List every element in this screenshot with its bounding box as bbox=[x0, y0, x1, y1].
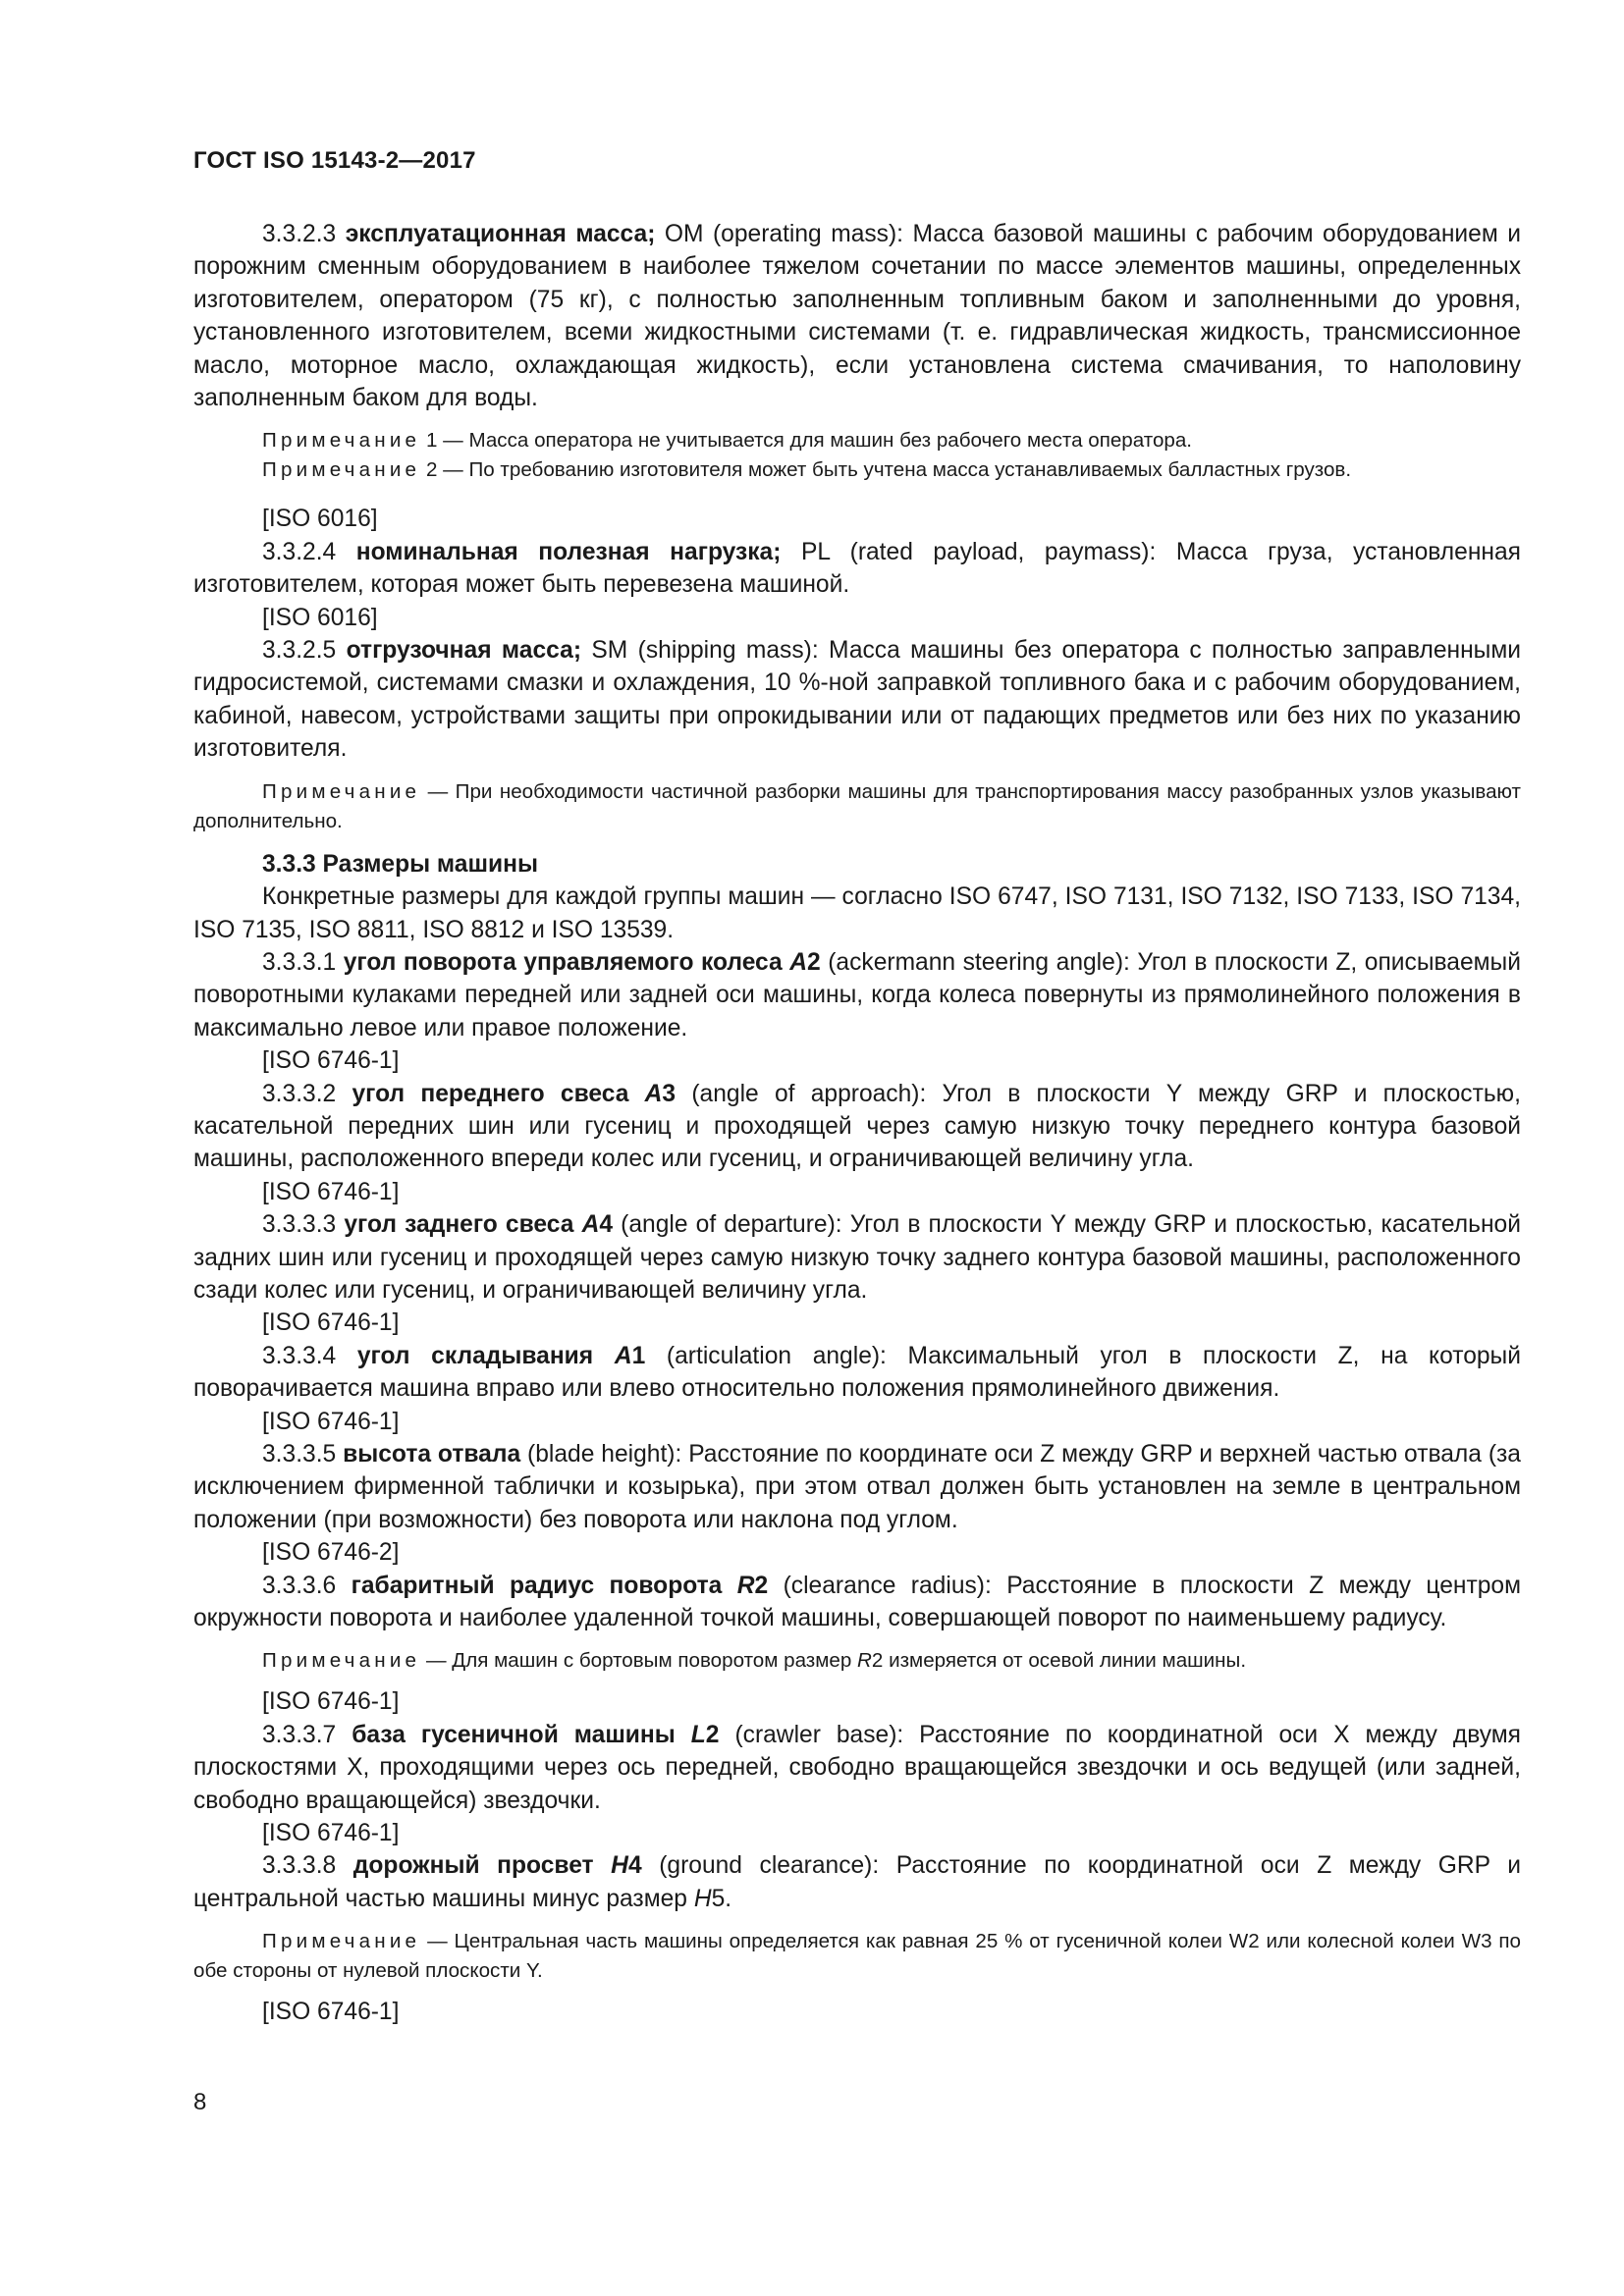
reference-iso-6746-1: [ISO 6746-1] bbox=[262, 1999, 400, 2026]
definition-text: (angle of approach): Угол в плоскости Y между GRP и плоскостью, касательной передних шин или гусениц и проходящей через самую низкую точку переднего контура базовой машины, расположенного впереди колес или гусениц, и ограничивающей величину угла. bbox=[193, 1080, 1521, 1173]
clause-number: 3.3.2.5 bbox=[262, 637, 337, 665]
definition-text: (clearance radius): Расстояние в плоскости Z между центром окружности поворота и наиболее удаленной точкой машины, совершающей поворот по наименьшему радиусу. bbox=[193, 1572, 1521, 1632]
note-1 bbox=[193, 426, 1521, 455]
note-text: — Центральная часть машины определяется как равная 25 % от гусеничной колеи W2 или колесной колеи W3 по обе стороны от нулевой плоскости Y. bbox=[193, 1930, 1521, 1983]
note-label: Примечание bbox=[262, 1649, 421, 1673]
term: дорожный просвет H4 bbox=[352, 1852, 642, 1880]
note-number: 1 bbox=[425, 429, 438, 453]
note-number: 2 bbox=[425, 458, 438, 482]
document-header: ГОСТ ISO 15143-2—2017 bbox=[193, 147, 476, 174]
definition-3-3-3-4 bbox=[193, 1340, 1521, 1406]
definition-text: SM (shipping mass): Масса машины без оператора с полностью заправленными гидросистемой, системами смазки и охлаждения, 10 %-ной заправкой топливного бака и с рабочим оборудованием, кабиной, навесом, устройствами защиты при опрокидывании или от падающих предметов или без них по указанию изготовителя. bbox=[193, 637, 1521, 763]
term: эксплуатационная масса; bbox=[345, 221, 656, 247]
definition-3-3-3-2 bbox=[193, 1078, 1521, 1176]
reference-iso-6016: [ISO 6016] bbox=[262, 604, 378, 631]
definition-3-3-3-1 bbox=[193, 946, 1521, 1044]
note-label: Примечание bbox=[262, 1930, 421, 1953]
term: габаритный радиус поворота R2 bbox=[351, 1572, 769, 1599]
clause-number: 3.3.2.4 bbox=[262, 538, 337, 565]
clause-number: 3.3.3.1 bbox=[262, 948, 337, 976]
term: отгрузочная масса; bbox=[346, 637, 582, 665]
clause-number: 3.3.3.4 bbox=[262, 1342, 337, 1369]
term: высота отвала bbox=[343, 1441, 521, 1468]
note-shipping-mass bbox=[193, 777, 1521, 836]
term: угол складывания A1 bbox=[356, 1342, 646, 1369]
note-label: Примечание bbox=[262, 458, 421, 482]
clause-number: 3.3.3.2 bbox=[262, 1080, 337, 1107]
term: угол заднего свеса A4 bbox=[344, 1211, 614, 1239]
clause-number: 3.3.3.7 bbox=[262, 1721, 337, 1748]
definition-text: (crawler base): Расстояние по координатной оси X между двумя плоскостями X, проходящими через ось передней, свободно вращающейся звездочки и ось ведущей (или задней, свободно вращающейся) звездочки. bbox=[193, 1721, 1521, 1814]
reference-iso-6746-1: [ISO 6746-1] bbox=[262, 1309, 400, 1337]
definition-text: (ackermann steering angle): Угол в плоскости Z, описываемый поворотными кулаками передней или задней оси машины, когда колеса повернуты из прямолинейного положения в максимально левое или правое положение. bbox=[193, 948, 1521, 1041]
reference-iso-6016: [ISO 6016] bbox=[262, 506, 378, 533]
definition-text: (angle of departure): Угол в плоскости Y между GRP и плоскостью, касательной задних шин или гусениц и проходящей через самую низкую точку заднего контура базовой машины, расположенного сзади колес или гусениц, и ограничивающей величину угла. bbox=[193, 1211, 1521, 1304]
definition-3-3-2-3 bbox=[193, 218, 1521, 414]
note-label: Примечание bbox=[262, 429, 421, 453]
reference-iso-6746-1: [ISO 6746-1] bbox=[262, 1408, 400, 1435]
section-intro: Конкретные размеры для каждой группы машин — согласно ISO 6747, ISO 7131, ISO 7132, ISO 7133, ISO 7134, ISO 7135, ISO 8811, ISO 8812 и ISO 13539. bbox=[193, 883, 1521, 943]
section-title: 3.3.3 Размеры машины bbox=[262, 850, 538, 878]
page-number: 8 bbox=[193, 2089, 207, 2115]
clause-number: 3.3.2.3 bbox=[262, 221, 337, 247]
reference-iso-6746-1: [ISO 6746-1] bbox=[262, 1688, 400, 1716]
definition-3-3-3-6 bbox=[193, 1570, 1521, 1635]
term: номинальная полезная нагрузка; bbox=[355, 538, 782, 565]
definition-text: PL (rated payload, paymass): Масса груза, установленная изготовителем, которая может быть перевезена машиной. bbox=[193, 538, 1521, 599]
term: угол переднего свеса A3 bbox=[352, 1080, 677, 1107]
reference-iso-6746-2: [ISO 6746-2] bbox=[262, 1539, 400, 1567]
note-text: — При необходимости частичной разборки машины для транспортирования массу разобранных узлов указывают дополнительно. bbox=[193, 779, 1521, 832]
term: база гусеничной машины L2 bbox=[352, 1721, 720, 1748]
definition-3-3-3-7 bbox=[193, 1719, 1521, 1817]
definition-text: (ground clearance): Расстояние по координатной оси Z между GRP и центральной частью машины минус размер H5. bbox=[193, 1852, 1521, 1912]
definition-text: (articulation angle): Максимальный угол в плоскости Z, на который поворачивается машина вправо или влево относительно положения прямолинейного движения. bbox=[193, 1342, 1521, 1403]
definition-3-3-3-5 bbox=[193, 1438, 1521, 1536]
note-text: — Для машин с бортовым поворотом размер R2 измеряется от осевой линии машины. bbox=[425, 1649, 1247, 1673]
definition-3-3-3-3 bbox=[193, 1208, 1521, 1307]
clause-number: 3.3.3.3 bbox=[262, 1211, 337, 1239]
note-2 bbox=[193, 455, 1521, 485]
reference-iso-6746-1: [ISO 6746-1] bbox=[262, 1178, 400, 1205]
clause-number: 3.3.3.8 bbox=[262, 1852, 337, 1880]
reference-iso-6746-1: [ISO 6746-1] bbox=[262, 1820, 400, 1847]
note-clearance-radius bbox=[193, 1646, 1521, 1676]
term: угол поворота управляемого колеса A2 bbox=[343, 948, 821, 976]
definition-3-3-2-4 bbox=[193, 536, 1521, 602]
note-central-part bbox=[193, 1927, 1521, 1986]
note-text: — Масса оператора не учитывается для машин без рабочего места оператора. bbox=[443, 429, 1193, 453]
document-page bbox=[193, 147, 1521, 2029]
note-label: Примечание bbox=[262, 779, 421, 803]
note-text: — По требованию изготовителя может быть учтена масса устанавливаемых балластных грузов. bbox=[443, 458, 1352, 482]
definition-3-3-3-8 bbox=[193, 1849, 1521, 1915]
reference-iso-6746-1: [ISO 6746-1] bbox=[262, 1047, 400, 1075]
definition-text: ОМ (operating mass): Масса базовой машины с рабочим оборудованием и порожним сменным оборудованием в наиболее тяжелом сочетании по массе элементов машины, определенных изготовителем, оператором (75 кг), с полностью заполненным топливным баком и заполненными до уровня, установленного изготовителем, всеми жидкостными системами (т. е. гидравлическая жидкость, трансмиссионное масло, моторное масло, охлаждающая жидкость), если установлена система смачивания, то наполовину заполненным баком для воды. bbox=[193, 221, 1521, 412]
clause-number: 3.3.3.6 bbox=[262, 1572, 337, 1599]
section-heading bbox=[193, 848, 1521, 881]
clause-number: 3.3.3.5 bbox=[262, 1441, 337, 1468]
definition-3-3-2-5 bbox=[193, 634, 1521, 766]
definition-text: (blade height): Расстояние по координате оси Z между GRP и верхней частью отвала (за исключением фирменной таблички и козырька), при этом отвал должен быть установлен на земле в центральном положении (при возможности) без поворота или наклона под углом. bbox=[193, 1441, 1521, 1533]
